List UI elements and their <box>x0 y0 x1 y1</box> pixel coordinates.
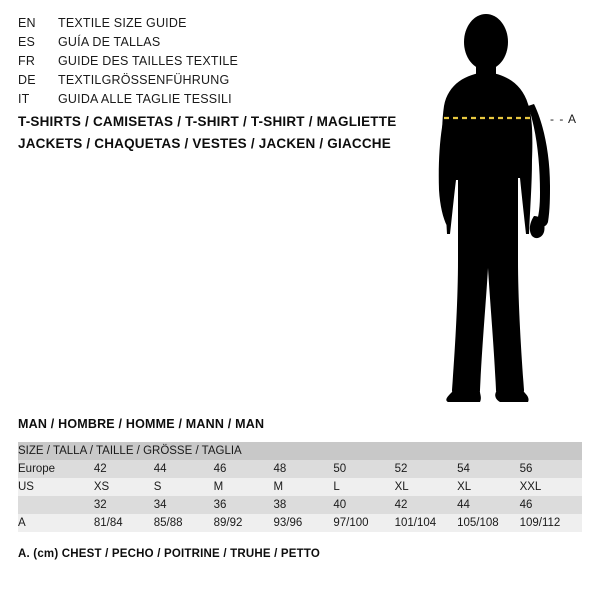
row-cell: XS <box>94 478 154 496</box>
row-label: A <box>18 514 94 532</box>
language-list <box>18 16 398 111</box>
row-cell: 50 <box>333 460 394 478</box>
row-cell: XXL <box>520 478 582 496</box>
language-text: GUIDE DES TAILLES TEXTILE <box>58 54 239 68</box>
row-cell: S <box>154 478 214 496</box>
row-cell: 42 <box>395 496 458 514</box>
language-code: DE <box>18 73 36 87</box>
row-cell: 46 <box>214 460 274 478</box>
measure-letter: A <box>568 112 578 126</box>
silhouette-svg <box>400 10 600 405</box>
language-row <box>18 73 398 92</box>
table-header-pad <box>395 442 458 460</box>
language-text: TEXTILE SIZE GUIDE <box>58 16 187 30</box>
language-text: GUIDA ALLE TAGLIE TESSILI <box>58 92 232 106</box>
row-cell: 109/112 <box>520 514 582 532</box>
row-cell: 56 <box>520 460 582 478</box>
row-cell: 42 <box>94 460 154 478</box>
row-cell: 89/92 <box>214 514 274 532</box>
language-code: ES <box>18 35 36 49</box>
row-label: US <box>18 478 94 496</box>
measure-dash: - - <box>550 112 568 126</box>
language-text: TEXTILGRÖSSENFÜHRUNG <box>58 73 230 87</box>
size-table <box>18 442 582 532</box>
row-cell: 38 <box>273 496 333 514</box>
row-cell: 52 <box>395 460 458 478</box>
language-row <box>18 16 398 35</box>
table-header-pad <box>273 442 333 460</box>
row-cell: 101/104 <box>395 514 458 532</box>
row-cell: 48 <box>273 460 333 478</box>
measure-label-a <box>550 112 577 126</box>
row-cell: 81/84 <box>94 514 154 532</box>
table-row <box>18 496 582 514</box>
language-row <box>18 92 398 111</box>
row-cell: 105/108 <box>457 514 520 532</box>
table-row <box>18 478 582 496</box>
row-cell: 54 <box>457 460 520 478</box>
row-label <box>18 496 94 514</box>
row-cell: 40 <box>333 496 394 514</box>
row-cell: 34 <box>154 496 214 514</box>
category-jackets: JACKETS / CHAQUETAS / VESTES / JACKEN / GIACCHE <box>18 136 391 151</box>
row-cell: XL <box>395 478 458 496</box>
row-cell: M <box>273 478 333 496</box>
row-cell: 36 <box>214 496 274 514</box>
language-code: IT <box>18 92 30 106</box>
row-cell: XL <box>457 478 520 496</box>
row-cell: 44 <box>154 460 214 478</box>
table-row <box>18 460 582 478</box>
language-code: FR <box>18 54 36 68</box>
table-header-row <box>18 442 582 460</box>
table-row <box>18 514 582 532</box>
table-header-label: SIZE / TALLA / TAILLE / GRÖSSE / TAGLIA <box>18 442 273 460</box>
language-text: GUÍA DE TALLAS <box>58 35 161 49</box>
row-cell: 93/96 <box>273 514 333 532</box>
table-header-pad <box>520 442 582 460</box>
table-title: MAN / HOMBRE / HOMME / MANN / MAN <box>18 417 265 431</box>
row-cell: 97/100 <box>333 514 394 532</box>
row-cell: 32 <box>94 496 154 514</box>
category-tshirts: T-SHIRTS / CAMISETAS / T-SHIRT / T-SHIRT / MAGLIETTE <box>18 114 397 129</box>
footnote: A. (cm) CHEST / PECHO / POITRINE / TRUHE / PETTO <box>18 548 321 560</box>
language-row <box>18 54 398 73</box>
row-cell: 46 <box>520 496 582 514</box>
row-cell: 85/88 <box>154 514 214 532</box>
row-cell: 44 <box>457 496 520 514</box>
row-label: Europe <box>18 460 94 478</box>
male-silhouette-figure <box>400 10 600 405</box>
table-header-pad <box>333 442 394 460</box>
row-cell: M <box>214 478 274 496</box>
table-header-pad <box>457 442 520 460</box>
category-list <box>18 111 418 155</box>
language-code: EN <box>18 16 36 30</box>
row-cell: L <box>333 478 394 496</box>
language-row <box>18 35 398 54</box>
